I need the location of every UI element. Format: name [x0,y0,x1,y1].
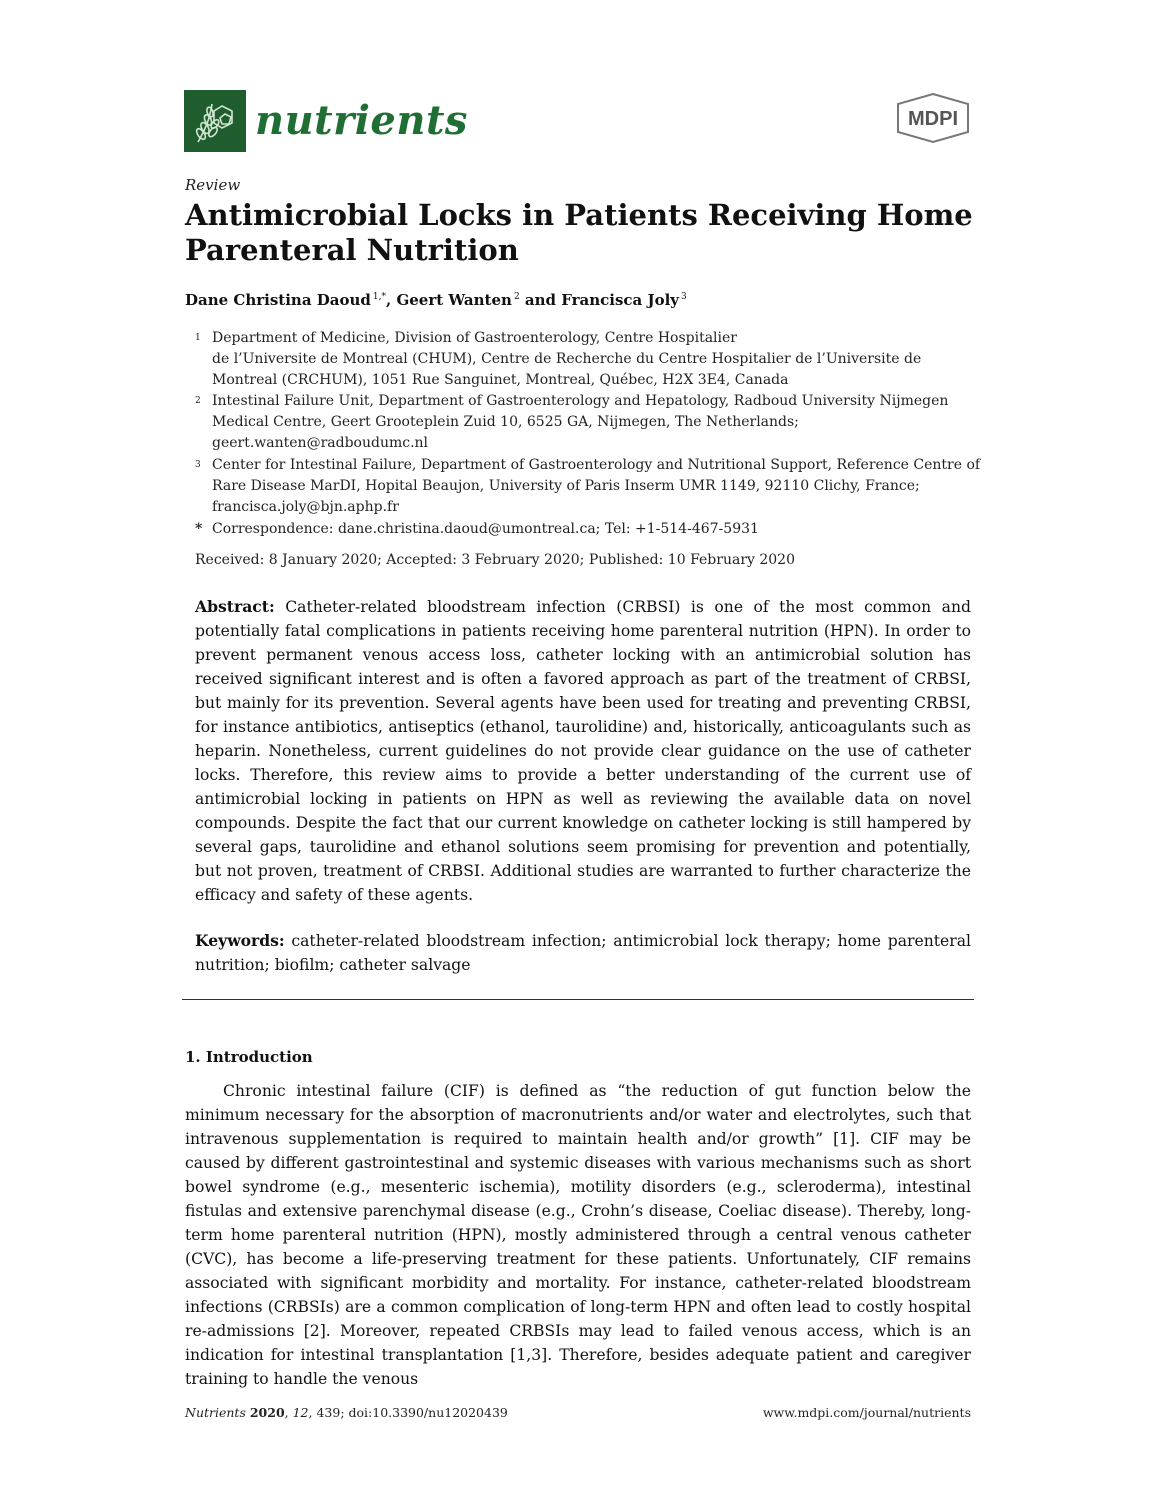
keywords-label: Keywords: [195,931,285,950]
publication-dates: Received: 8 January 2020; Accepted: 3 February 2020; Published: 10 February 2020 [195,552,795,568]
affiliation-line: Rare Disease MarDI, Hopital Beaujon, University of Paris Inserm UMR 1149, 92110 Clichy, France; [212,478,920,494]
affiliation-email[interactable]: francisca.joly@bjn.aphp.fr [212,499,399,515]
section-paragraph: Chronic intestinal failure (CIF) is defined as “the reduction of gut function below the minimum necessary for the absorption of macronutrients and/or water and electrolytes, such that intravenous supplementation is required to maintain health and/or growth” [1]. CIF may be caused by different gastrointestinal and systemic diseases with various mechanisms such as short bowel syndrome (e.g., mesenteric ischemia), motility disorders (e.g., scleroderma), intestinal fistulas and extensive parenchymal disease (e.g., Crohn’s disease, Coeliac disease). Thereby, long-term home parenteral nutrition (HPN), mostly administered through a central venous catheter (CVC), has become a life-preserving treatment for these patients. Unfortunately, CIF remains associated with significant morbidity and mortality. For instance, catheter-related bloodstream infections (CRBSIs) are a common complication of long-term HPN and often lead to costly hospital re-admissions [2]. Moreover, repeated CRBSIs may lead to failed venous access, which is an indication for intestinal transplantation [1,3]. Therefore, besides adequate patient and caregiver training to handle the venous [185,1082,971,1388]
correspondence-line: Correspondence: dane.christina.daoud@umontreal.ca; Tel: +1-514-467-5931 [212,521,759,537]
footer-volume: 12 [292,1405,309,1420]
article-type: Review [185,176,241,194]
author-affiliation-mark: 2 [513,292,520,302]
correspondence [195,519,759,540]
author-name: Dane Christina Daoud [185,291,371,309]
affiliation-mark: 1 [195,333,201,343]
author-list [185,291,687,309]
author-affiliation-mark: 3 [681,292,687,302]
affiliation-line: Department of Medicine, Division of Gastroenterology, Centre Hospitalier [212,330,737,346]
abstract-text: Catheter-related bloodstream infection (CRBSI) is one of the most common and potentially fatal complications in patients receiving home parenteral nutrition (HPN). In order to prevent permanent venous access loss, catheter locking with an antimicrobial solution has received significant interest and is often a favored approach as part of the treatment of CRBSI, but mainly for its prevention. Several agents have been used for treating and preventing CRBSI, for instance antibiotics, antiseptics (ethanol, taurolidine) and, historically, anticoagulants such as heparin. Nonetheless, current guidelines do not provide clear guidance on the use of catheter locks. Therefore, this review aims to provide a better understanding of the current use of antimicrobial locking in patients on HPN as well as reviewing the available data on novel compounds. Despite the fact that our current knowledge on catheter locking is still hampered by several gaps, taurolidine and ethanol solutions seem promising for prevention and potentially, but not proven, treatment of CRBSI. Additional studies are warranted to further characterize the efficacy and safety of these agents. [195,598,971,904]
footer-journal: Nutrients [185,1405,246,1420]
wheat-icon [188,94,242,148]
journal-logo-icon [184,90,246,152]
author-name: Francisca Joly [561,291,680,309]
abstract [195,595,971,907]
journal-name: nutrients [255,97,468,144]
divider [182,999,974,1000]
article-title: Antimicrobial Locks in Patients Receiving Home Parenteral Nutrition [185,198,973,267]
affiliation-mark: 3 [195,460,201,470]
author-separator: , [385,291,397,309]
affiliation-line: Montreal (CRCHUM), 1051 Rue Sanguinet, Montreal, Québec, H2X 3E4, Canada [212,372,789,388]
author-name: Geert Wanten [396,291,512,309]
affiliation-mark: 2 [195,396,201,406]
affiliation-3 [195,455,981,518]
affiliation-2 [195,391,949,454]
mdpi-logo-icon [892,92,974,144]
affiliation-line: Intestinal Failure Unit, Department of Gastroenterology and Hepatology, Radboud University Nijmegen [212,393,949,409]
keywords [195,929,971,977]
citation-footer: Nutrients 2020, 12, 439; doi:10.3390/nu12020439 [185,1405,508,1420]
correspondence-mark: * [195,521,203,537]
keywords-text: catheter-related bloodstream infection; antimicrobial lock therapy; home parenteral nutrition; biofilm; catheter salvage [195,932,971,974]
footer-year: 2020 [249,1405,285,1420]
author-separator: and [519,291,562,309]
author-affiliation-mark: 1,* [372,292,386,302]
affiliation-email[interactable]: geert.wanten@radboudumc.nl [212,435,429,451]
journal-url-link[interactable]: www.mdpi.com/journal/nutrients [762,1405,971,1420]
affiliation-line: Medical Centre, Geert Grooteplein Zuid 10, 6525 GA, Nijmegen, The Netherlands; [212,414,799,430]
section-heading: 1. Introduction [185,1048,313,1066]
affiliation-line: de l’Universite de Montreal (CHUM), Centre de Recherche du Centre Hospitalier de l’Universite de [212,351,922,367]
svg-text:MDPI: MDPI [908,108,958,130]
abstract-label: Abstract: [195,597,275,616]
footer-doi: , 439; doi:10.3390/nu12020439 [308,1405,508,1420]
affiliation-line: Center for Intestinal Failure, Department of Gastroenterology and Nutritional Support, Reference Centre of [212,457,981,473]
affiliation-1 [195,328,922,391]
